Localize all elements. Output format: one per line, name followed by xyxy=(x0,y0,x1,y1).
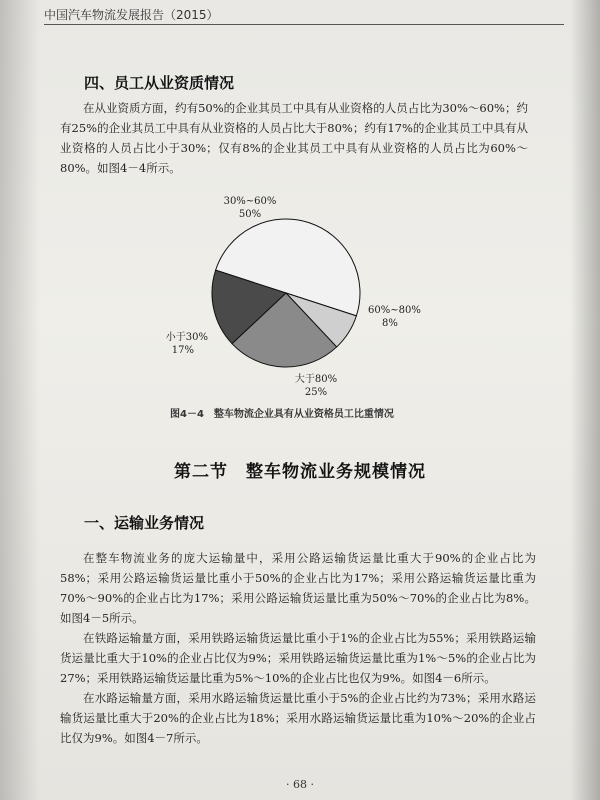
pie-slice-label: 大于80% xyxy=(294,374,338,385)
section1-paragraph-1: 在整车物流业务的庞大运输量中，采用公路运输货运量比重大于90%的企业占比为58%；采用公路运输货运量比重小于50%的企业占比为17%；采用公路运输货运量比重为70%～90%的企业占比为17%；采用公路运输货运量比重为50%～70%的企业占比为8%。如图4－5所示。 xyxy=(60,551,536,625)
page-number: · 68 · xyxy=(286,778,314,791)
section-title: 第二节 整车物流业务规模情况 xyxy=(174,462,426,482)
pie-slice-label: 小于30% xyxy=(165,332,208,343)
page-shadow-right xyxy=(570,0,600,800)
section1-paragraph-3: 在水路运输量方面，采用水路运输货运量比重小于5%的企业占比约为73%；采用水路运输货运量比重大于20%的企业占比为18%；采用水路运输货运量比重为10%～20%的企业占比仅为9%。如图4－7所示。 xyxy=(60,691,536,745)
chart-caption: 图4－4 整车物流企业具有从业资格员工比重情况 xyxy=(170,409,394,420)
section4-paragraph-text: 在从业资质方面，约有50%的企业其员工中具有从业资格的人员占比为30%～60%；约有25%的企业其员工中具有从业资格的人员占比大于80%；约有17%的企业其员工中具有从业资格的人员占比小于30%；仅有8%的企业其员工中具有从业资格的人员占比为60%～80%。如图4－4所示。 xyxy=(60,101,528,175)
pie-slice-percent: 8% xyxy=(382,318,398,329)
section4-paragraph xyxy=(60,98,528,178)
section1-body xyxy=(60,548,536,748)
pie-slice-label: 30%~60% xyxy=(223,196,277,207)
pie-slice-label: 60%~80% xyxy=(368,305,421,316)
header-rule xyxy=(44,24,564,25)
page-shadow-left xyxy=(0,0,40,800)
section1-paragraph-2: 在铁路运输量方面，采用铁路运输货运量比重小于1%的企业占比为55%；采用铁路运输货运量比重大于10%的企业占比仅为9%；采用铁路运输货运量比重为1%～5%的企业占比为27%；采用铁路运输货运量比重为5%～10%的企业占比也仅为9%。如图4－6所示。 xyxy=(60,631,536,685)
pie-chart xyxy=(150,190,450,400)
pie-slice-percent: 50% xyxy=(238,209,262,220)
pie-slice-percent: 17% xyxy=(171,345,194,356)
running-header: 中国汽车物流发展报告（2015） xyxy=(44,8,219,22)
section1-heading: 一、运输业务情况 xyxy=(84,514,205,532)
pie-slices xyxy=(212,219,360,367)
pie-slice-percent: 25% xyxy=(304,387,328,398)
section4-heading: 四、员工从业资质情况 xyxy=(84,74,235,92)
